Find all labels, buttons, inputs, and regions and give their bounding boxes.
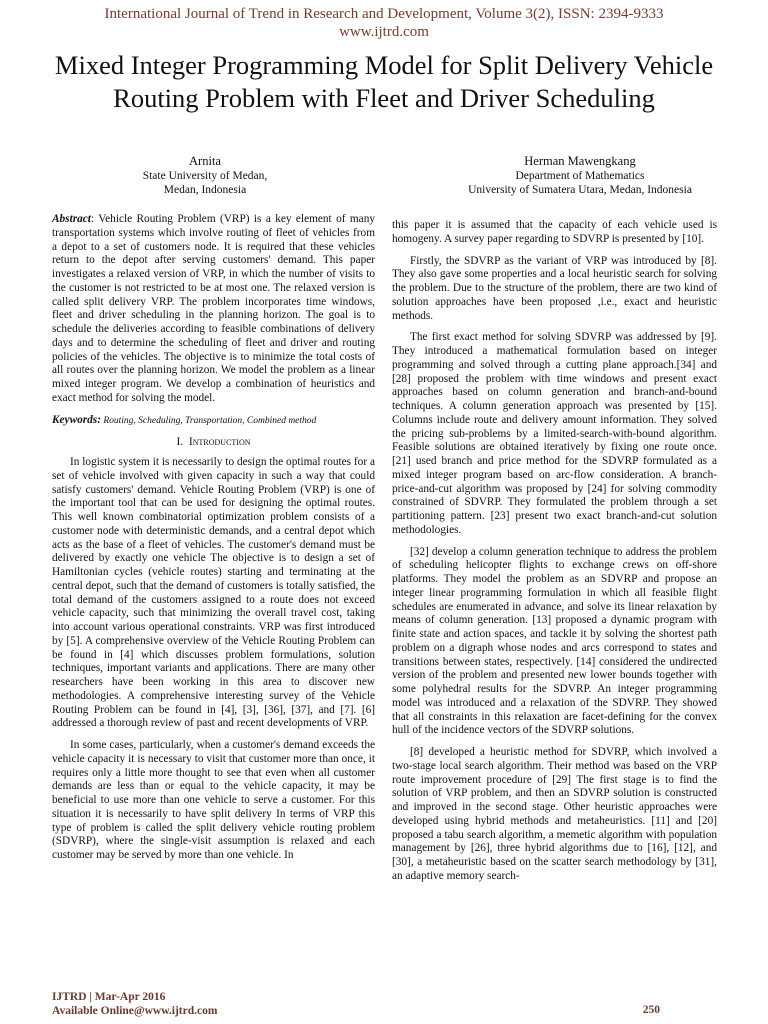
body-paragraph: [32] develop a column generation technique to address the problem of scheduling helicopter flights to exchange crews on off-shore platforms. They model the problem as an SDVRP and propose an integer linear programming formulation in which all feasible flight schedules are enumerated in advance, and solve its linear relaxation by means of column generation. [13] proposed a dynamic program with finite state and action spaces, and tackle it by solving the shortest path problem on a digraph whose nodes and arcs correspond to states and transitions between states, respectively. [14] considered the undirected version of the problem and presented new lower bounds together with some polyhedral results for the SDVRP. An integer programming model was introduced and a relaxation of the SDVRP. They showed that all constraints in this relaxation are facet-defining for the convex hull of the incidence vectors of the SDVRP solutions. (392, 545, 717, 737)
right-column (392, 219, 717, 884)
abstract-text: : Vehicle Routing Problem (VRP) is a key element of many transportation systems which involve routing of fleet of vehicles from a depot to a set of customers node. It is required that these vehicles return to the depot after serving customers' demand. This paper investigates a relaxed version of VRP, in which the number of visits to the customer is not restricted to be at most one. The relaxed version is called split delivery VRP. The problem incorporates time windows, fleet and driver scheduling in the planning horizon. The goal is to schedule the deliveries according to feasible combinations of delivery days and to determine the scheduling of fleet and driver and routing policies of the vehicles. The objective is to minimize the total costs of all routes over the planning horizon. We model the problem as a linear mixed integer program. We develop a combination of heuristics and exact method for solving the model. (52, 213, 375, 404)
abstract-label: Abstract (52, 213, 91, 225)
author-location: University of Sumatera Utara, Medan, Indonesia (468, 184, 692, 196)
body-paragraph: In some cases, particularly, when a customer's demand exceeds the vehicle capacity it is necessary to visit that customer more than once, it requires only a little more thought to see that even when all customer demands are less than or equal to the vehicle capacity, it may be beneficial to use more than one vehicle to serve a customer. For this situation it is necessarily to have split delivery In terms of VRP this type of problem is called the split delivery vehicle routing problem (SDVRP), where the single-visit assumption is relaxed and each customer may be served by more than one vehicle. In (52, 739, 375, 861)
page-number: 250 (642, 1004, 660, 1016)
footer-availability: Available Online@www.ijtrd.com (52, 1005, 218, 1017)
keywords-text: Routing, Scheduling, Transportation, Combined method (100, 415, 317, 426)
body-paragraph: The first exact method for solving SDVRP was addressed by [9]. They introduced a mathematical formulation based on integer programming and solved through a cutting plane approach.[34] and [28] proposed the problem with time windows and present exact approaches based on column generation and branch-and-bound techniques. A column generation approach was presented by [15]. Columns include route and delivery amount information. They solved the pricing sub-problems by a limited-search-with-bound algorithm. Feasible solutions are obtained iteratively by fixing one route once. [21] used branch and price method for the SDVRP formulated as a mixed integer program based on arc-flow consideration. A branch-price-and-cut algorithm was proposed by [24] for solving commodity constrained of SDVRP. They formulated the problem through a set partitioning pattern. [23] present two exact branch-and-cut solution methodologies. (392, 331, 717, 536)
paper-title: Mixed Integer Programming Model for Split Delivery Vehicle Routing Problem with Fleet and Driver Scheduling (54, 50, 714, 113)
author-affiliation: State University of Medan, (142, 169, 268, 182)
author-name: Arnita (189, 154, 221, 168)
body-paragraph: In logistic system it is necessarily to design the optimal routes for a set of vehicle involved with given capacity in such a way that could satisfy customers' demand. Vehicle Routing Problem (VRP) is one of the important tool that can be used for designing the optimal routes. This well known combinatorial optimization problem consists of a customer node with deterministic demands, and a central depot which acts as the base of a fleet of vehicles. The customer's demand must be delivered by exactly one vehicle The objective is to design a set of Hamiltonian cycles (vehicle routes) starting and terminating at the central depot, such that the demand of customers is totally satisfied, the total demand of the customers assigned to a route does not exceed vehicle capacity, such that minimizing the overall travel cost, taking into account various operational constraints. VRP was first introduced by [5]. A comprehensive overview of the Vehicle Routing Problem can be found in [4] which discusses problem formulations, solution techniques, important variants and applications. There are many other researchers have been working in this area to discover new methodologies. A comprehensive interesting survey of the Vehicle Routing Problem can be found in [4], [3], [36], [37], and [7]. [6] addressed a thorough review of past and recent developments of VRP. (52, 456, 375, 730)
author-affiliation: Department of Mathematics (515, 169, 645, 182)
body-paragraph: [8] developed a heuristic method for SDVRP, which involved a two-stage local search algorithm. Their method was based on the VRP route improvement procedure of [29] The first stage is to find the solution of VRP problem, and then an SDVRP solution is constructed and improved in the second stage. Other heuristic approaches were developed using hybrid methods and metaheuristics. [11] and [20] proposed a tabu search algorithm, a memetic algorithm with population management by [26], three hybrid algorithms due to [16], [12], and [30], a metaheuristic based on the scatter search methodology by [31], an adaptive memory search- (392, 746, 717, 882)
footer-left (52, 990, 217, 1018)
author-block-1 (55, 154, 355, 198)
body-paragraph: Firstly, the SDVRP as the variant of VRP was introduced by [8]. They also gave some properties and a local heuristic search for solving the problem. Due to the structure of the problem, there are two kind of solution approaches have been proposed ,i.e., exact and heuristic methods. (392, 254, 717, 322)
author-block-2 (420, 154, 740, 198)
section-title: Introduction (188, 436, 251, 449)
author-name: Herman Mawengkang (524, 154, 636, 168)
journal-website: www.ijtrd.com (339, 24, 429, 40)
left-column (52, 213, 375, 863)
author-location: Medan, Indonesia (163, 184, 247, 196)
body-paragraph: this paper it is assumed that the capacity of each vehicle used is homogeny. A survey paper regarding to SDVRP is presented by [10]. (392, 219, 717, 245)
section-number: I. (176, 436, 184, 449)
keywords (52, 414, 375, 429)
section-heading-introduction (52, 436, 375, 450)
footer-issue: IJTRD | Mar-Apr 2016 (52, 991, 166, 1003)
journal-header: International Journal of Trend in Research and Development, Volume 3(2), ISSN: 2394-9333 (104, 6, 664, 22)
abstract (52, 213, 375, 406)
keywords-label: Keywords: (52, 413, 101, 426)
